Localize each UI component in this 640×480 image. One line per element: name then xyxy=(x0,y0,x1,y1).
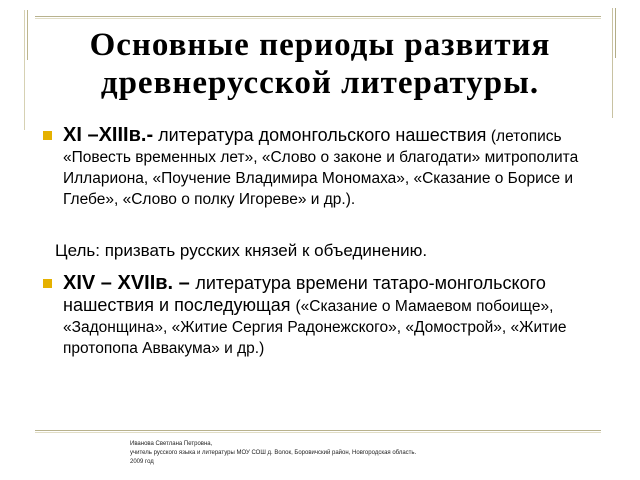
footer-year: 2009 год xyxy=(130,459,154,465)
slide-title: Основные периоды развития древнерусской литературы. xyxy=(89,27,551,101)
frame-top-line-thin xyxy=(35,18,601,19)
footer-author: Иванова Светлана Петровна, xyxy=(130,441,213,447)
author-footer xyxy=(130,440,550,467)
goal-text: Цель: призвать русских князей к объединению. xyxy=(55,241,428,260)
frame-bottom-line xyxy=(35,430,601,431)
frame-left-line-inner xyxy=(27,10,28,60)
frame-left-line xyxy=(24,10,25,130)
section-2-text: литература времени татаро-монгольского нашествия и последующая xyxy=(63,273,546,315)
section-2-paragraph xyxy=(63,273,608,359)
section-2-heading: XIV – XVIIв. xyxy=(63,272,174,294)
bullet-square-icon xyxy=(43,131,52,140)
footer-position: учитель русского языка и литературы МОУ СОШ д. Волок, Боровичский район, Новгородская область. xyxy=(130,450,417,456)
frame-bottom-line-thin xyxy=(35,432,601,433)
section-1-text: литература домонгольского нашествия xyxy=(153,125,487,145)
frame-top-line xyxy=(35,16,601,17)
section-2-examples: («Сказание о Мамаевом побоище», «Задонщина», «Житие Сергия Радонежского», «Домострой», «Житие протопопа Аввакума» и др.) xyxy=(63,298,567,357)
frame-right-line-inner xyxy=(615,8,616,58)
section-2-dash: – xyxy=(173,272,196,294)
section-1-heading: XI –XIIIв.- xyxy=(63,124,154,146)
bullet-square-icon xyxy=(43,279,52,288)
section-1-paragraph xyxy=(63,125,608,210)
frame-right-line xyxy=(612,8,613,118)
section-1-examples: (летопись «Повесть временных лет», «Слово о законе и благодати» митрополита Иллариона, «Поучение Владимира Мономаха», «Сказание о Борисе и Глебе», «Слово о полку Игореве» и др.). xyxy=(63,128,579,208)
